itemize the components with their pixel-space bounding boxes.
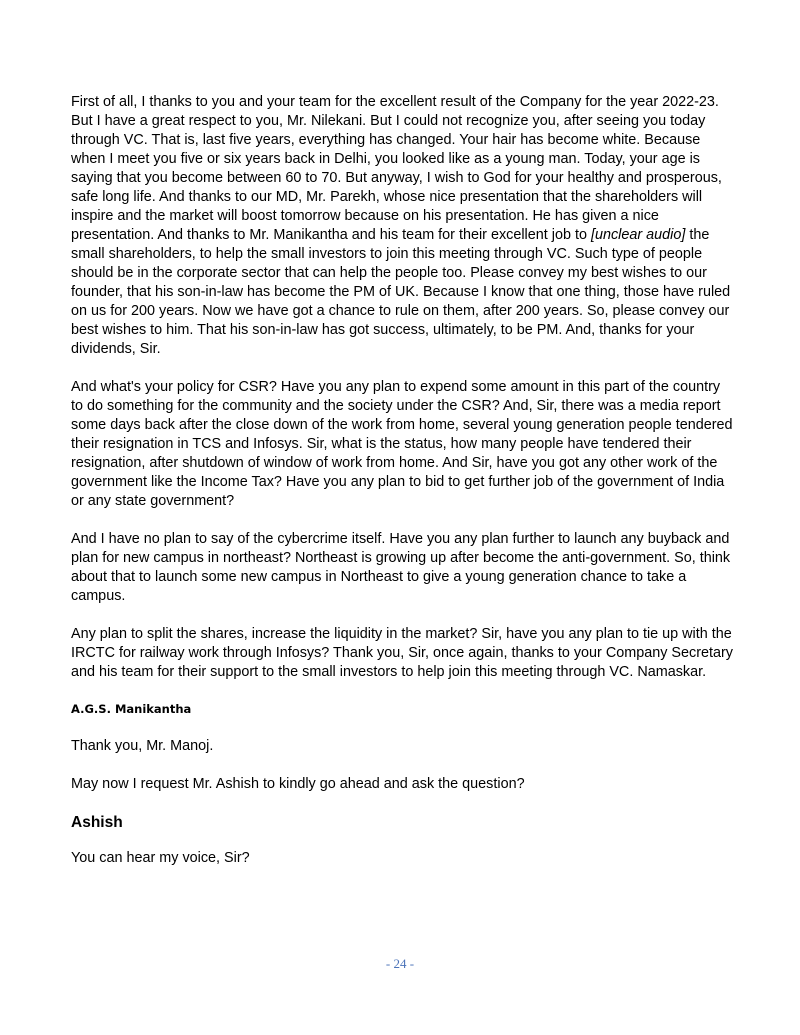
paragraph-2: And what's your policy for CSR? Have you any plan to expend some amount in this part of the country to do something for the community and the society under the CSR? And, Sir, there was a media report some days back after the close down of the work from home, several young generation people tendered their resignation in TCS and Infosys. Sir, what is the status, how many people have tendered their resignation, after shutdown of window of work from home. And Sir, have you got any other work of the government like the Income Tax? Have you any plan to bid to get further job of the government of India or any state government?: [71, 379, 733, 509]
speaker-name-manikantha: A.G.S. Manikantha: [71, 702, 192, 716]
paragraph-4: Any plan to split the shares, increase the liquidity in the market? Sir, have you any plan to tie up with the IRCTC for railway work through Infosys? Thank you, Sir, once again, thanks to your Company Secretary and his team for their support to the small investors to help join this meeting through VC. Namaskar.: [71, 626, 734, 680]
paragraph-1-text-b: the small shareholders, to help the small investors to join this meeting through VC. Such type of people should be in the corporate sector that can help the people too. Please convey my best wishes to our founder, that his son-in-law has become the PM of UK. Because I know that one thing, those have ruled on us for 200 years. Now we have got a chance to rule on them, after 200 years. So, please convey our best wishes to him. That his son-in-law has got success, ultimately, to be PM. And, thanks for your dividends, Sir.: [71, 227, 731, 357]
paragraph-3: And I have no plan to say of the cybercrime itself. Have you any plan further to launch any buyback and plan for new campus in northeast? Northeast is growing up after become the anti-government. So, think about that to launch some new campus in Northeast to give a young generation chance to take a campus.: [71, 531, 731, 604]
manikantha-line-2: May now I request Mr. Ashish to kindly go ahead and ask the question?: [71, 776, 525, 792]
unclear-audio-note: [unclear audio]: [590, 227, 686, 243]
manikantha-line-1: Thank you, Mr. Manoj.: [71, 738, 214, 754]
ashish-line-1: You can hear my voice, Sir?: [71, 850, 250, 866]
speaker-name-ashish: Ashish: [71, 814, 123, 831]
transcript-body: [71, 93, 735, 887]
paragraph-1-text-a: First of all, I thanks to you and your team for the excellent result of the Company for the year 2022-23. But I have a great respect to you, Mr. Nilekani. But I could not recognize you, after seeing you today through VC. That is, last five years, everything has changed. Your hair has become white. Because when I meet you five or six years back in Delhi, you looked like as a young man. Today, your age is saying that you become between 60 to 70. But anyway, I wish to God for your healthy and prosperous, safe long life. And thanks to our MD, Mr. Parekh, whose nice presentation that the shareholders will inspire and the market will boost tomorrow because on his presentation. He has given a nice presentation. And thanks to Mr. Manikantha and his team for their excellent job to: [71, 94, 722, 243]
paragraph-1: [71, 93, 735, 359]
page-number: - 24 -: [385, 956, 415, 971]
